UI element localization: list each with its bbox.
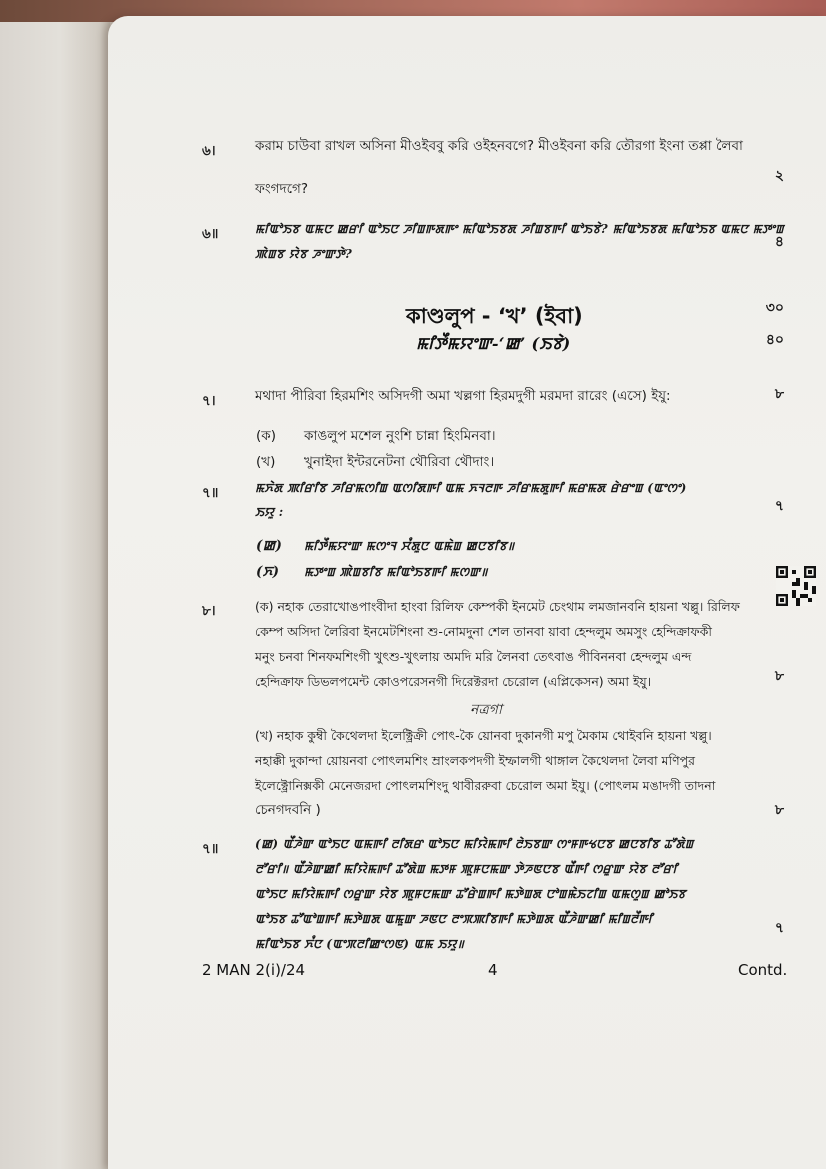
q8mm-marks: ৭: [774, 920, 784, 936]
section-subheading: ꯃꯤꯇꯩꯃꯌꯦꯛ-‘ꯀ’ (ꯏꯕꯥ): [416, 334, 571, 353]
q8-alt-line2: নহাক্কী দুকান্দা য়োয়নবা পোৎলমশিং ম্রাংলকপদগী ইম্ফালগী থাঙ্গাল কৈথেলদা লৈবা মণিপুর: [255, 753, 695, 768]
background-left-page: [0, 22, 110, 1169]
section-heading: কাণ্ডলুপ - ‘খ’ (ইবা): [406, 304, 583, 328]
q6mm-marks: ৪: [774, 234, 784, 250]
q6-text-line2: ফংগদগে?: [255, 181, 309, 197]
q8-text-line3: মনুং চনবা শিনফমশিংগী খুৎশু-খুৎলায় অমদি মরি লৈনবা তেৎবাঙ পীবিননবা হেন্দলুম এন্দ: [255, 649, 692, 664]
exam-page: [108, 16, 826, 1169]
q8-alt-marks: ৮: [774, 802, 784, 818]
q7-number: ৭।: [202, 393, 216, 409]
q8-marks: ৮: [774, 668, 784, 684]
q7mm-text-line1: ꯃꯈꯥꯗ ꯄꯤꯔꯤꯕ ꯍꯤꯔꯃꯁꯤꯡ ꯑꯁꯤꯗꯒꯤ ꯑꯃ ꯈꯜꯂꯒ ꯍꯤꯔꯃꯗꯨꯒꯤ ꯃꯔꯃꯗ ꯔꯥꯔꯦꯡ (ꯑꯦꯁꯦ): [255, 481, 687, 495]
q6-number: ৬।: [202, 143, 216, 159]
q7mm-option-a: ꯃꯤꯇꯩꯃꯌꯦꯛ ꯃꯁꯦꯜ ꯆꯪꯗꯨꯅ ꯑꯃꯥꯡ ꯀꯅꯕꯤꯕ॥: [304, 539, 515, 553]
q7-option-a-label: (ক): [256, 428, 276, 444]
q8-text-line2: কেম্প অসিদা লৈরিবা ইনমেটশিংনা শু-নোমদুনা শেল তানবা য়াবা হেন্দলুম অমসুং হেন্দিক্রাফকী: [255, 624, 712, 639]
q7-marks: ৮: [774, 386, 784, 402]
q6-text-line1: করাম চাউবা রাখল অসিনা মীওইববু করি ওইহনবগে? মীওইবনা করি তৌরগা ইংনা তপ্পা লৈবা: [255, 138, 743, 154]
q8mm-text-line2: ꯂꯧꯔꯤ॥ ꯑꯩꯍꯥꯛꯀꯤ ꯃꯤꯌꯥꯃꯒꯤ ꯊꯧꯗꯥꯡ ꯃꯇꯝ ꯄꯨꯝꯅꯃꯛ ꯇꯥꯍꯟꯅꯕ ꯑꯩꯒꯤ ꯁꯔꯨꯛ ꯌꯥꯕ ꯂꯧꯔꯤ: [255, 862, 678, 876]
subsection-marks: ৪০: [765, 332, 784, 348]
q7-option-a: কাঙলুপ মশেল নুংশি চান্না হিংমিনবা।: [304, 428, 496, 444]
or-separator: নত্রগা: [470, 702, 502, 718]
q7mm-number: ৭॥: [202, 485, 219, 501]
q6mm-text-line1: ꯃꯤꯑꯣꯏꯕ ꯑꯃꯅ ꯀꯔꯤ ꯑꯣꯏꯅ ꯍꯤꯡꯒꯗꯒꯦ ꯃꯤꯑꯣꯏꯕꯗ ꯍꯤꯡꯕꯒꯤ ꯑꯣꯏꯕꯥ? ꯃꯤꯑꯣꯏꯕꯗ ꯃꯤꯑꯣꯏꯕ ꯑꯃꯅ ꯃꯇꯦꯡ: [255, 222, 784, 236]
q7-option-b-label: (খ): [256, 454, 276, 470]
q8mm-number: ৭॥: [202, 841, 219, 857]
q8mm-text-line5: ꯃꯤꯑꯣꯏꯕ ꯈꯪꯅ (ꯑꯦꯞꯂꯤꯀꯦꯁꯟ) ꯑꯃ ꯏꯌꯨ॥: [255, 937, 465, 951]
footer-page-number: 4: [488, 961, 498, 979]
q8-text-line4: হেন্দিক্রাফ ডিভলপমেন্ট কোওপরেসনগী দিরেক্টরদা চেরোল (এপ্লিকেসন) অমা ইযু।: [255, 674, 652, 689]
q6mm-number: ৬॥: [202, 226, 219, 242]
qr-code-icon: [776, 566, 816, 606]
q8-alt-line1: (খ) নহাক কুম্বী কৈথেলদা ইলেক্ট্রিক্রী পোৎ-কৈ য়োনবা দুকানগী মপু মৈকাম থোইবনি হায়না খল্লু।: [255, 728, 712, 743]
q7mm-option-b: ꯃꯇꯦꯡ ꯄꯥꯡꯕꯤꯕ ꯃꯤꯑꯣꯏꯕꯒꯤ ꯃꯁꯛ॥: [304, 565, 488, 579]
q7mm-option-a-label: (ꯀ): [256, 538, 283, 554]
q7-text: মথাদা পীরিবা হিরমশিং অসিদগী অমা খল্লগা হিরমদুগী মরমদা রারেং (এসে) ইযু:: [255, 388, 671, 404]
q8-alt-line4: চেনগদবনি ): [255, 802, 321, 818]
q8mm-text-line4: ꯑꯣꯏꯕ ꯊꯧꯑꯣꯡꯒꯤ ꯃꯇꯥꯡꯗ ꯑꯃꯨꯛ ꯍꯟꯅ ꯂꯦꯞꯄꯤꯕꯒꯤ ꯃꯇꯥꯡꯗ ꯑꯩꯍꯥꯛꯀꯤ ꯃꯤꯡꯂꯩꯒꯤ: [255, 912, 653, 926]
q7-option-b: খুনাইদা ইন্টরনেটনা থৌরিবা থৌদাং।: [304, 454, 495, 470]
q8-number: ৮।: [202, 603, 216, 619]
q8-text-line1: (ক) নহাক তেরাখোঙপাংবীদা হাংবা রিলিফ কেম্পকী ইনমেট চেংথাম লমজানবনি হায়না খল্লু। রিলিফ: [255, 599, 740, 614]
q7mm-text-line2: ꯏꯌꯨ :: [255, 505, 284, 519]
section-marks: ৩০: [765, 300, 784, 316]
q6mm-text-line2: ꯄꯥꯡꯕ ꯌꯥꯕ ꯍꯦꯛꯇꯥ?: [255, 247, 353, 261]
q6-marks: ২: [774, 168, 784, 184]
q8mm-text-line3: ꯑꯣꯏꯅ ꯃꯤꯌꯥꯃꯒꯤ ꯁꯔꯨꯛ ꯌꯥꯕ ꯄꯨꯝꯅꯃꯛ ꯊꯧꯔꯥꯡꯒꯤ ꯃꯇꯥꯡꯗ ꯅꯣꯡꯃꯥꯏꯖꯤꯡ ꯑꯃꯁꯨꯡ ꯀꯣꯏꯕ: [255, 887, 686, 901]
q8mm-text-line1: (ꯀ) ꯑꯩꯍꯥꯛ ꯑꯣꯏꯅ ꯑꯃꯒꯤ ꯂꯤꯗꯔ ꯑꯣꯏꯅ ꯃꯤꯌꯥꯃꯒꯤ ꯂꯥꯏꯕꯛ ꯁꯦꯝꯒꯠꯅꯕ ꯀꯅꯕꯤꯕ ꯊꯧꯗꯥꯡ: [255, 837, 694, 851]
q8-alt-line3: ইলেক্ট্রোনিক্সকী মেনেজরদা পোৎলমশিংদু থাবীররুবা চেরোল অমা ইযু। (পোৎলম মঙাদগী তাদনা: [255, 778, 716, 793]
q7mm-option-b-label: (ꯈ): [256, 564, 280, 580]
q7mm-marks: ৭: [774, 498, 784, 514]
footer-contd: Contd.: [738, 961, 788, 979]
footer-paper-code: 2 MAN 2(i)/24: [202, 961, 306, 979]
